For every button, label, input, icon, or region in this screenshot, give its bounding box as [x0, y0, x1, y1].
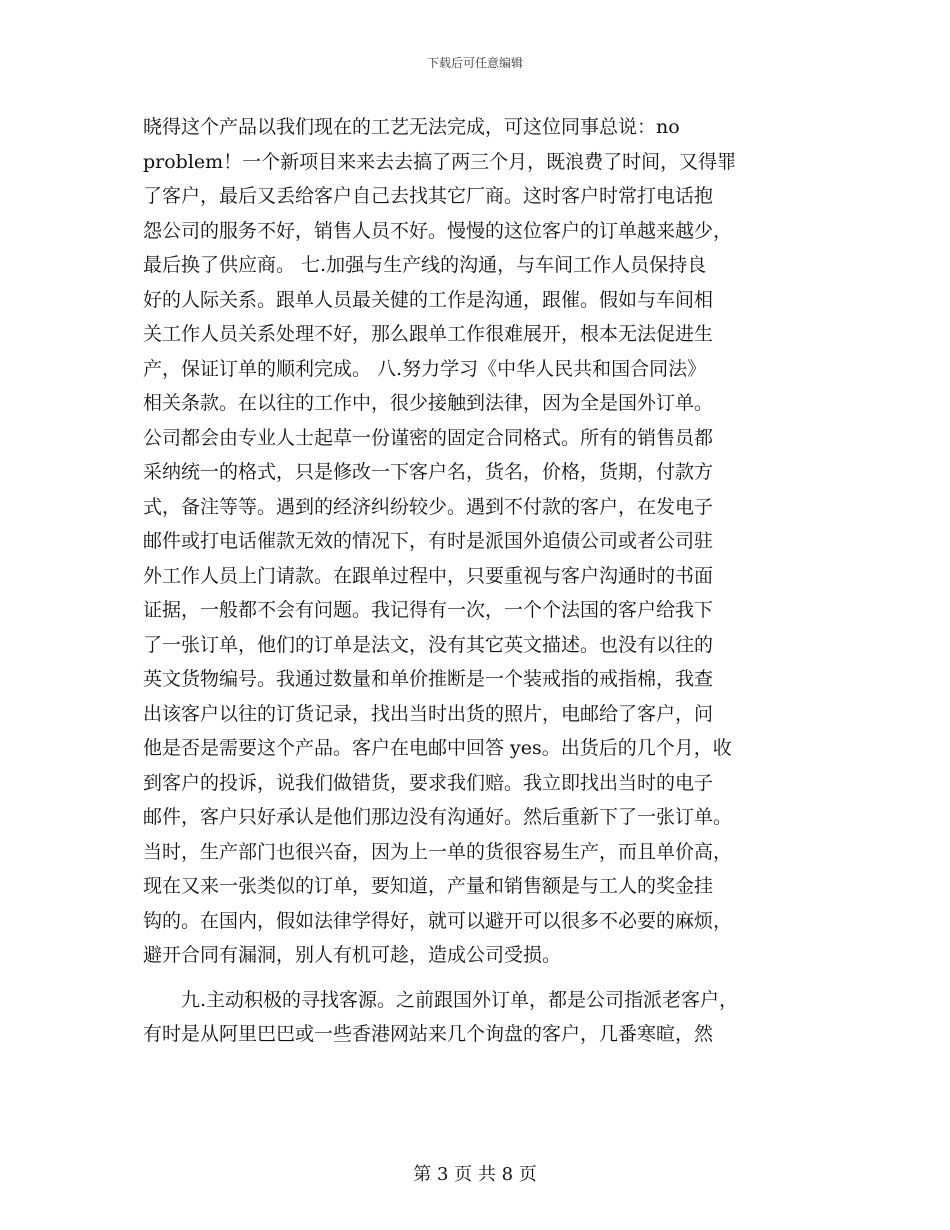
body-line: 英文货物编号。我通过数量和单价推断是一个装戒指的戒指棉，我查: [143, 668, 714, 690]
body-line: 避开合同有漏洞，别人有机可趁，造成公司受损。: [143, 944, 562, 966]
page-header: 下载后可任意编辑: [426, 56, 523, 70]
body-line: 最后换了供应商。 七.加强与生产线的沟通，与车间工作人员保持良: [143, 254, 707, 276]
page-footer: 第 3 页 共 8 页: [413, 1164, 537, 1185]
body-line: 现在又来一张类似的订单，要知道，产量和销售额是与工人的奖金挂: [143, 875, 714, 897]
body-line: 当时，生产部门也很兴奋，因为上一单的货很容易生产，而且单价高，: [143, 840, 733, 863]
body-line: 邮件，客户只好承认是他们那边没有沟通好。然后重新下了一张订单。: [143, 806, 733, 828]
document-body: [143, 110, 823, 1052]
body-line: 晓得这个产品以我们现在的工艺无法完成，可这位同事总说：no: [143, 116, 680, 138]
body-line: 外工作人员上门请款。在跟单过程中，只要重视与客户沟通时的书面: [143, 564, 714, 587]
body-line: 式，备注等等。遇到的经济纠纷较少。遇到不付款的客户，在发电子: [143, 495, 714, 518]
body-line: 有时是从阿里巴巴或一些香港网站来几个询盘的客户，几番寒暄，然: [143, 1023, 714, 1045]
paragraph-first-line: 九.主动积极的寻找客源。之前跟国外订单，都是公司指派老客户，: [181, 988, 739, 1011]
body-line: 证据，一般都不会有问题。我记得有一次，一个个法国的客户给我下: [143, 599, 714, 621]
body-line: 到客户的投诉，说我们做错货，要求我们赔。我立即找出当时的电子: [143, 771, 714, 794]
body-line: 公司都会由专业人士起草一份谨密的固定合同格式。所有的销售员都: [143, 426, 714, 449]
body-line: 怨公司的服务不好，销售人员不好。慢慢的这位客户的订单越来越少，: [143, 219, 733, 242]
body-line: 邮件或打电话催款无效的情况下，有时是派国外追债公司或者公司驻: [143, 530, 714, 552]
body-line: 了一张订单，他们的订单是法文，没有其它英文描述。也没有以往的: [143, 633, 714, 656]
body-line: 出该客户以往的订货记录，找出当时出货的照片，电邮给了客户，问: [143, 702, 714, 725]
body-line: 钩的。在国内，假如法律学得好，就可以避开可以很多不必要的麻烦，: [143, 909, 733, 932]
body-line: 产，保证订单的顺利完成。 八.努力学习《中华人民共和国合同法》: [143, 357, 707, 380]
body-line: 好的人际关系。跟单人员最关健的工作是沟通，跟催。假如与车间相: [143, 288, 714, 311]
body-line: problem！一个新项目来来去去搞了两三个月，既浪费了时间，又得罪: [143, 150, 737, 173]
body-line: 采纳统一的格式，只是修改一下客户名，货名，价格，货期，付款方: [143, 461, 714, 483]
body-line: 了客户，最后又丢给客户自己去找其它厂商。这时客户时常打电话抱: [143, 185, 714, 207]
body-line: 相关条款。在以往的工作中，很少接触到法律，因为全是国外订单。: [143, 392, 714, 414]
body-line: 关工作人员关系处理不好，那么跟单工作很难展开，根本无法促进生: [143, 323, 714, 345]
body-line: 他是否是需要这个产品。客户在电邮中回答 yes。出货后的几个月，收: [143, 737, 732, 759]
